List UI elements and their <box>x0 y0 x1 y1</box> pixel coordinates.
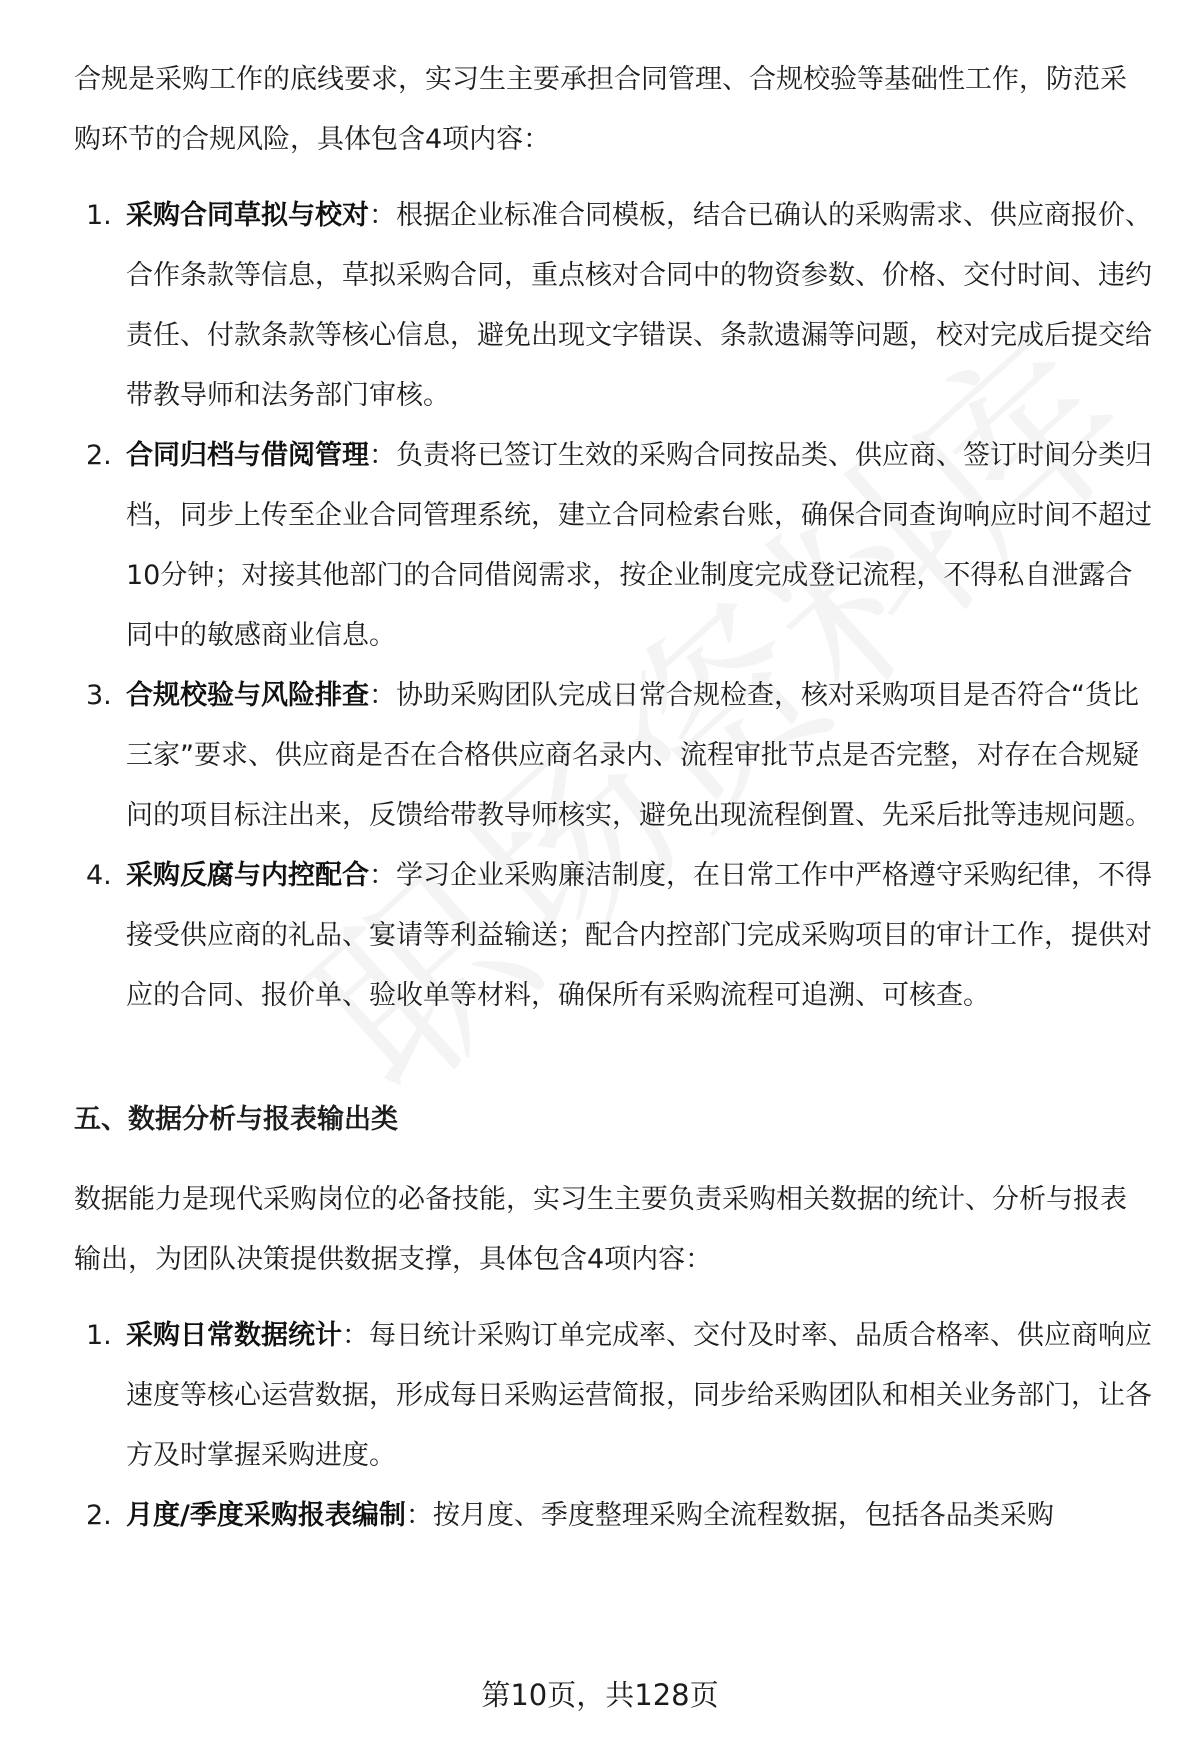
data-task-list <box>74 1306 1154 1546</box>
list-item-title: 采购日常数据统计 <box>126 1320 342 1351</box>
list-item-text: 每日统计采购订单完成率、交付及时率、品质合格率、供应商响应速度等核心运营数据，形成每日采购运营简报，同步给采购团队和相关业务部门，让各方及时掌握采购进度。 <box>126 1320 1152 1471</box>
list-item-text: 负责将已签订生效的采购合同按品类、供应商、签订时间分类归档，同步上传至企业合同管理系统，建立合同检索台账，确保合同查询响应时间不超过10分钟；对接其他部门的合同借阅需求，按企业制度完成登记流程，不得私自泄露合同中的敏感商业信息。 <box>126 440 1152 651</box>
page-number-footer: 第10页，共128页 <box>481 1678 719 1712</box>
list-item-text: 学习企业采购廉洁制度，在日常工作中严格遵守采购纪律，不得接受供应商的礼品、宴请等利益输送；配合内控部门完成采购项目的审计工作，提供对应的合同、报价单、验收单等材料，确保所有采购流程可追溯、可核查。 <box>126 860 1152 1011</box>
list-item <box>74 1306 1154 1486</box>
list-item-separator: ： <box>369 680 396 711</box>
compliance-task-list <box>74 186 1154 1026</box>
list-number: 4. <box>86 860 112 891</box>
list-item-title: 合同归档与借阅管理 <box>126 440 369 471</box>
list-item-separator: ： <box>369 200 396 231</box>
list-item <box>74 666 1154 846</box>
list-number: 2. <box>86 440 112 471</box>
list-item <box>74 846 1154 1026</box>
intro-paragraph: 合规是采购工作的底线要求，实习生主要承担合同管理、合规校验等基础性工作，防范采购环节的合规风险，具体包含4项内容： <box>74 64 1127 155</box>
list-number: 1. <box>86 1320 112 1351</box>
list-item-text: 按月度、季度整理采购全流程数据，包括各品类采购 <box>432 1500 1054 1531</box>
data-intro-paragraph: 数据能力是现代采购岗位的必备技能，实习生主要负责采购相关数据的统计、分析与报表输出，为团队决策提供数据支撑，具体包含4项内容： <box>74 1184 1127 1275</box>
list-item-text: 协助采购团队完成日常合规检查，核对采购项目是否符合“货比三家”要求、供应商是否在合格供应商名录内、流程审批节点是否完整，对存在合规疑问的项目标注出来，反馈给带教导师核实，避免出现流程倒置、先采后批等违规问题。 <box>126 680 1152 831</box>
section-heading: 五、数据分析与报表输出类 <box>74 1104 398 1135</box>
list-number: 3. <box>86 680 112 711</box>
list-item-separator: ： <box>369 440 396 471</box>
list-item-title: 合规校验与风险排查 <box>126 680 369 711</box>
list-item-separator: ： <box>405 1500 433 1531</box>
list-item <box>74 1486 1154 1546</box>
list-item-title: 采购反腐与内控配合 <box>126 860 369 891</box>
list-item-separator: ： <box>342 1320 369 1351</box>
list-item-text: 根据企业标准合同模板，结合已确认的采购需求、供应商报价、合作条款等信息，草拟采购合同，重点核对合同中的物资参数、价格、交付时间、违约责任、付款条款等核心信息，避免出现文字错误、条款遗漏等问题，校对完成后提交给带教导师和法务部门审核。 <box>126 200 1152 411</box>
list-item <box>74 426 1154 666</box>
list-item-title: 采购合同草拟与校对 <box>126 200 369 231</box>
list-item-separator: ： <box>369 860 396 891</box>
list-number: 1. <box>86 200 112 231</box>
list-item <box>74 186 1154 426</box>
list-item-title: 月度/季度采购报表编制 <box>126 1500 406 1531</box>
list-number: 2. <box>86 1500 112 1531</box>
